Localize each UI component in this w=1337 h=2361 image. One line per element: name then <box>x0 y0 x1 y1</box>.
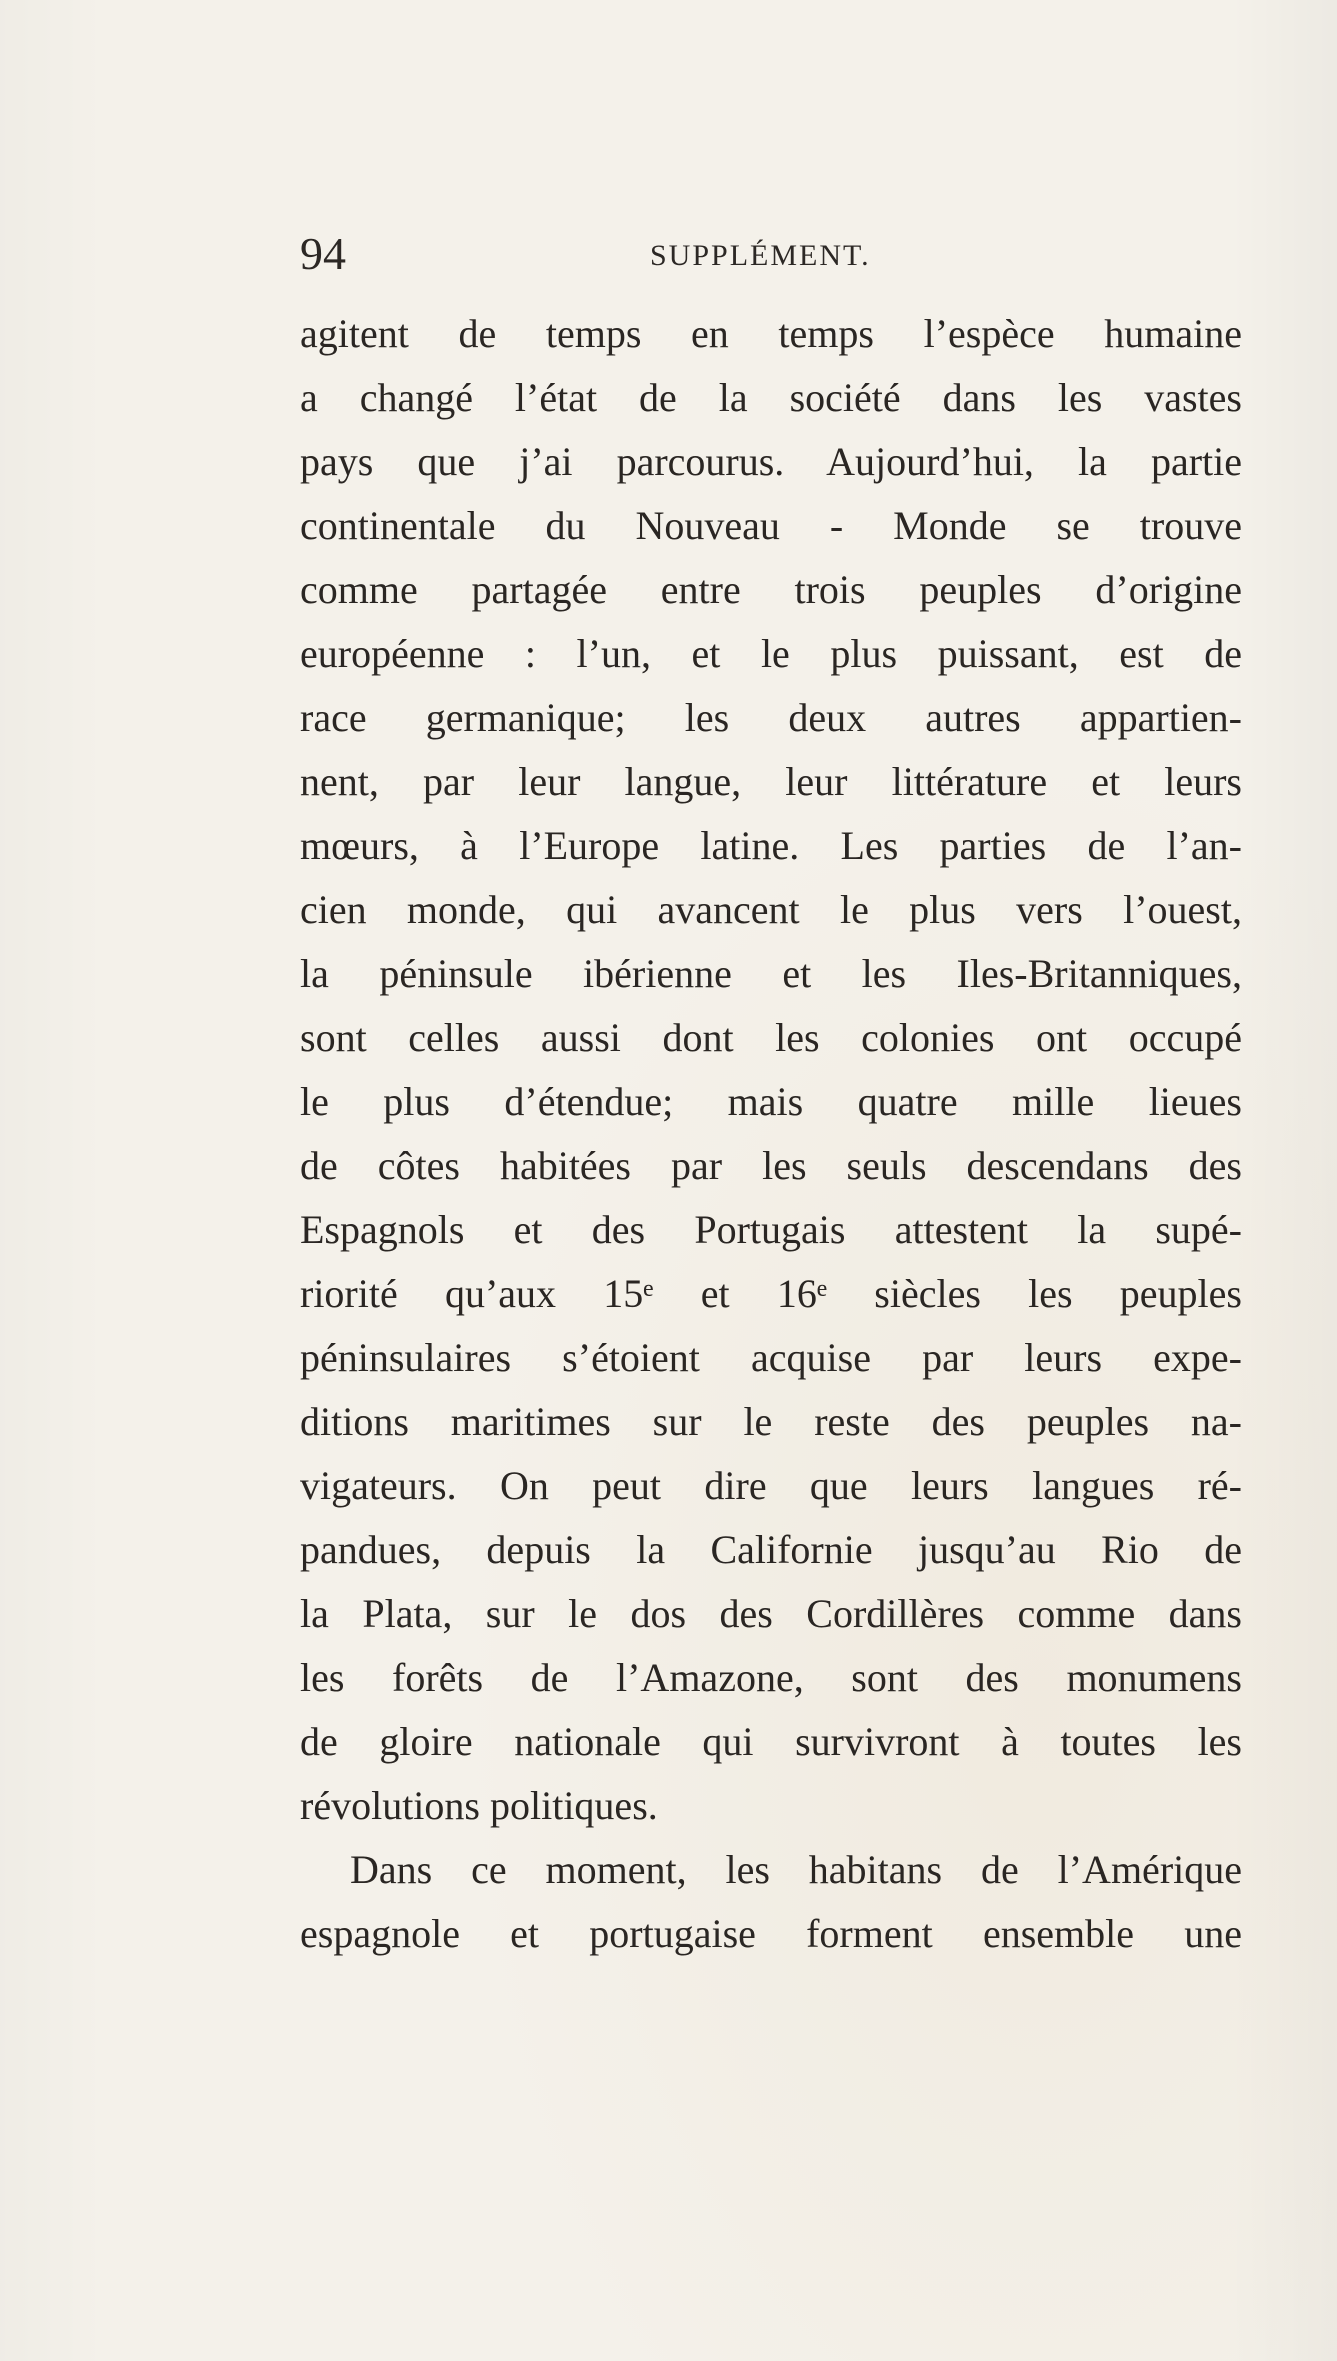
text-line: de côtes habitées par les seuls descendans des <box>300 1143 1242 1188</box>
text-line: race germanique; les deux autres appartien- <box>300 695 1242 740</box>
text-line: cien monde, qui avancent le plus vers l’ouest, <box>300 887 1242 932</box>
text-line: pays que j’ai parcourus. Aujourd’hui, la partie <box>300 439 1242 484</box>
text-line: la Plata, sur le dos des Cordillères comme dans <box>300 1591 1242 1636</box>
text-line: riorité qu’aux 15ᵉ et 16ᵉ siècles les peuples <box>300 1271 1242 1316</box>
text-line: les forêts de l’Amazone, sont des monumens <box>300 1655 1242 1700</box>
text-line: comme partagée entre trois peuples d’origine <box>300 567 1242 612</box>
text-line: de gloire nationale qui survivront à toutes les <box>300 1719 1242 1764</box>
page-header <box>300 225 1242 285</box>
text-line: Espagnols et des Portugais attestent la supé- <box>300 1207 1242 1252</box>
text-line: péninsulaires s’étoient acquise par leurs expe- <box>300 1335 1242 1380</box>
text-line: mœurs, à l’Europe latine. Les parties de l’an- <box>300 823 1242 868</box>
text-line: agitent de temps en temps l’espèce humaine <box>300 311 1242 356</box>
text-line: continentale du Nouveau - Monde se trouve <box>300 503 1242 548</box>
text-line: sont celles aussi dont les colonies ont occupé <box>300 1015 1242 1060</box>
paragraph-last-line: révolutions politiques. <box>300 1783 658 1828</box>
paragraph-first-line: Dans ce moment, les habitans de l’Amérique <box>350 1847 1242 1892</box>
text-line: le plus d’étendue; mais quatre mille lieues <box>300 1079 1242 1124</box>
text-line: la péninsule ibérienne et les Iles-Britanniques, <box>300 951 1242 996</box>
text-line: européenne : l’un, et le plus puissant, est de <box>300 631 1242 676</box>
text-line: a changé l’état de la société dans les vastes <box>300 375 1242 420</box>
text-line: pandues, depuis la Californie jusqu’au Rio de <box>300 1527 1242 1572</box>
body-text <box>300 302 1242 1966</box>
page-number: 94 <box>300 228 346 279</box>
text-line: vigateurs. On peut dire que leurs langues ré- <box>300 1463 1242 1508</box>
text-line: espagnole et portugaise forment ensemble une <box>300 1911 1242 1956</box>
running-head: SUPPLÉMENT. <box>650 239 871 272</box>
text-line: nent, par leur langue, leur littérature et leurs <box>300 759 1242 804</box>
text-line: ditions maritimes sur le reste des peuples na- <box>300 1399 1242 1444</box>
